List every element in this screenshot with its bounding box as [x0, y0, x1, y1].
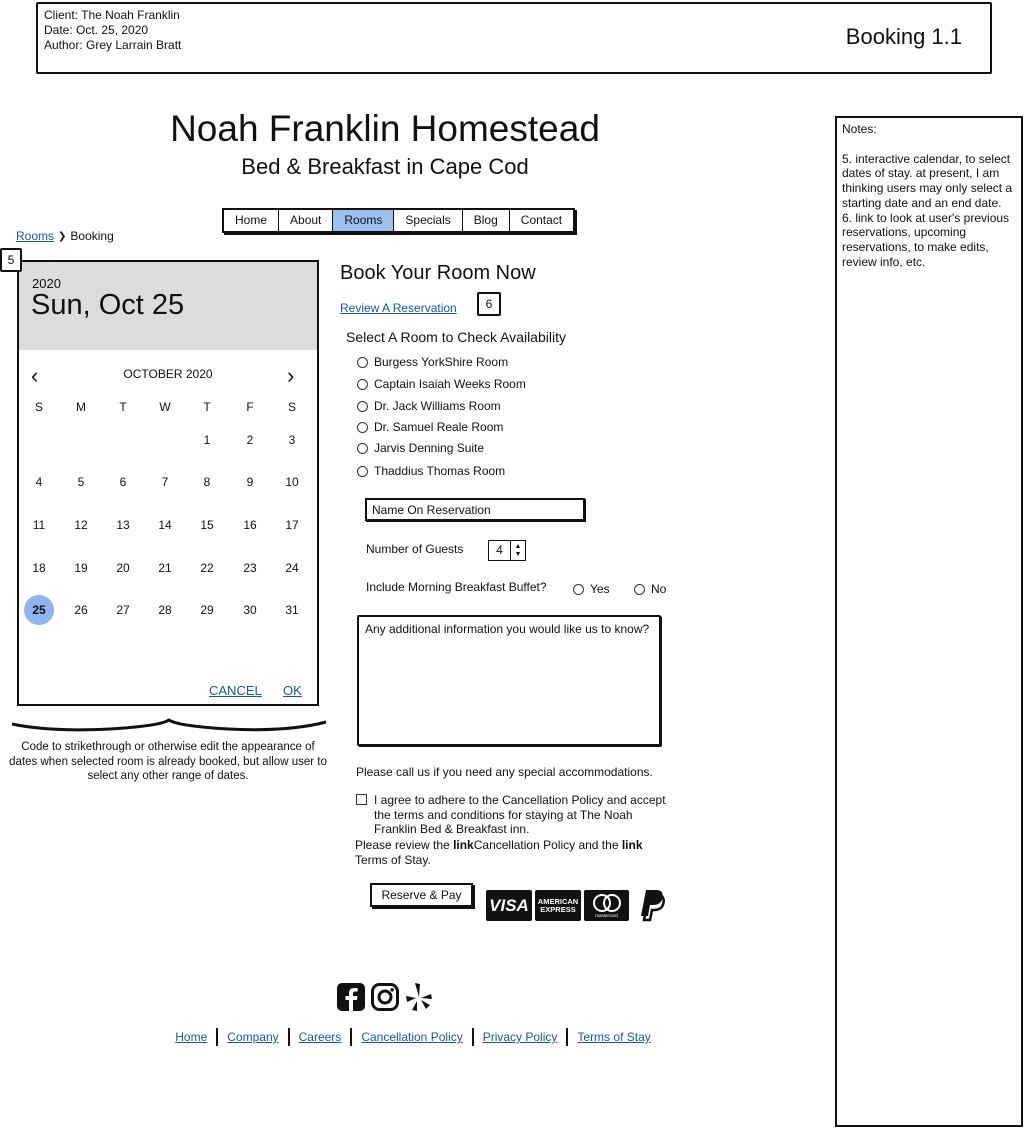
footer-link-company: [218, 1028, 289, 1046]
calendar-ok-button[interactable]: OK: [283, 683, 302, 698]
nav-specials[interactable]: Specials: [394, 210, 462, 231]
visa-label: VISA: [489, 895, 529, 915]
calendar-day-selected[interactable]: 25: [24, 595, 54, 625]
chevron-left-icon[interactable]: ‹: [31, 363, 39, 388]
calendar-day[interactable]: 13: [116, 518, 130, 532]
radio-button[interactable]: [634, 584, 645, 595]
calendar-day[interactable]: 30: [243, 603, 257, 617]
footer-company-link[interactable]: Company: [227, 1030, 279, 1044]
radio-button[interactable]: [357, 401, 368, 412]
radio-button[interactable]: [357, 466, 368, 477]
room-option[interactable]: [357, 464, 505, 478]
site-subtitle: Bed & Breakfast in Cape Cod: [241, 154, 529, 179]
room-option-label: Dr. Samuel Reale Room: [374, 420, 504, 434]
notes-panel: [835, 116, 1023, 1127]
mastercard-label: mastercard: [595, 912, 618, 918]
agree-text: I agree to adhere to the Cancellation Policy and accept the terms and conditions for staying at The Noah Franklin Bed & Breakfast inn.: [374, 793, 666, 836]
calendar-month-label: OCTOBER 2020: [123, 367, 213, 381]
additional-info-textarea[interactable]: [357, 615, 661, 746]
nav-blog[interactable]: Blog: [463, 210, 510, 231]
room-option[interactable]: [357, 377, 526, 391]
calendar-day[interactable]: 21: [158, 561, 172, 575]
calendar-day[interactable]: 26: [74, 603, 88, 617]
footer-careers-link[interactable]: Careers: [298, 1030, 342, 1044]
footer-link-careers: [290, 1028, 353, 1046]
reservation-name-input[interactable]: [365, 498, 585, 521]
header-title: Booking 1.1: [845, 24, 962, 49]
calendar-day[interactable]: 17: [285, 518, 299, 532]
nav-rooms[interactable]: Rooms: [333, 210, 394, 231]
callout-6: 6: [477, 292, 501, 316]
calendar-weekday: S: [287, 400, 296, 414]
facebook-icon[interactable]: [336, 982, 366, 1012]
footer-home-link[interactable]: Home: [175, 1030, 208, 1044]
date-picker: [17, 260, 319, 706]
calendar-day[interactable]: 8: [203, 475, 211, 489]
header-author: Author: Grey Larrain Bratt: [44, 38, 182, 52]
calendar-day[interactable]: 11: [32, 518, 46, 532]
curly-brace-icon: [10, 718, 328, 738]
amex-line1: AMERICAN: [537, 896, 579, 906]
cancellation-policy-link[interactable]: link: [453, 838, 474, 852]
calendar-day[interactable]: 18: [32, 561, 46, 575]
chevron-right-icon[interactable]: ›: [287, 363, 295, 388]
calendar-selected-date: Sun, Oct 25: [31, 289, 185, 321]
review-middle: Cancellation Policy and the: [473, 838, 622, 852]
calendar-weekday: S: [34, 400, 43, 414]
calendar-day[interactable]: 27: [116, 603, 130, 617]
calendar-annotation: Code to strikethrough or otherwise edit the appearance of dates when selected room is already booked, but allow user to select any other range of dates.: [9, 741, 327, 782]
breakfast-label: Include Morning Breakfast Buffet?: [366, 580, 547, 594]
footer-link-terms: [568, 1028, 659, 1046]
reserve-pay-button[interactable]: Reserve & Pay: [370, 883, 473, 907]
footer-link-cancellation: [352, 1028, 473, 1046]
note-item: 5. interactive calendar, to select dates of stay. at present, I am thinking users may only select a starting date and an end date.: [842, 151, 1013, 210]
booking-title: Book Your Room Now: [340, 262, 536, 284]
footer-cancellation-policy-link[interactable]: Cancellation Policy: [361, 1030, 463, 1044]
room-option-label: Thaddius Thomas Room: [374, 464, 506, 478]
guests-stepper[interactable]: [488, 540, 526, 561]
footer-terms-of-stay-link[interactable]: Terms of Stay: [577, 1030, 651, 1044]
footer-privacy-policy-link[interactable]: Privacy Policy: [482, 1030, 558, 1044]
calendar-day[interactable]: 1: [203, 433, 211, 447]
room-select-heading: Select A Room to Check Availability: [346, 329, 566, 345]
nav-contact[interactable]: Contact: [520, 213, 563, 227]
calendar-day[interactable]: 7: [161, 475, 169, 489]
terms-of-stay-link[interactable]: link: [621, 838, 643, 852]
mastercard-icon: [584, 890, 629, 921]
breadcrumb: [16, 229, 114, 243]
room-option-label: Burgess YorkShire Room: [374, 355, 509, 369]
calendar-day[interactable]: 15: [200, 518, 214, 532]
calendar-day[interactable]: 23: [243, 561, 257, 575]
header-date: Date: Oct. 25, 2020: [44, 23, 149, 37]
calendar-day[interactable]: 12: [74, 518, 88, 532]
agree-terms-row[interactable]: [356, 793, 676, 837]
review-suffix: Terms of Stay.: [355, 853, 431, 867]
calendar-day[interactable]: 3: [288, 433, 296, 447]
calendar-day[interactable]: 2: [246, 433, 254, 447]
nav-about[interactable]: About: [279, 210, 333, 231]
guests-value[interactable]: 4: [489, 541, 511, 560]
header-client: Client: The Noah Franklin: [44, 8, 180, 22]
visa-icon: [486, 890, 532, 921]
calendar-day[interactable]: 9: [246, 475, 254, 489]
special-accommodations-note: Please call us if you need any special accommodations.: [356, 765, 653, 779]
calendar-weekday: T: [203, 400, 211, 414]
review-prefix: Please review the: [355, 838, 454, 852]
calendar-day[interactable]: 10: [285, 475, 299, 489]
breadcrumb-current: Booking: [70, 229, 114, 243]
calendar-day[interactable]: 16: [243, 518, 257, 532]
calendar-cancel-button[interactable]: CANCEL: [209, 683, 262, 698]
amex-line2: EXPRESS: [540, 904, 576, 914]
stepper-arrows-icon[interactable]: ▲ ▼: [514, 542, 522, 558]
footer-link-privacy: [474, 1028, 569, 1046]
calendar-day[interactable]: 29: [200, 603, 214, 617]
radio-button[interactable]: [573, 584, 584, 595]
calendar-day[interactable]: 31: [285, 603, 299, 617]
calendar-day[interactable]: 28: [158, 603, 172, 617]
calendar-day[interactable]: 4: [35, 475, 43, 489]
room-option-label: Jarvis Denning Suite: [374, 441, 485, 455]
paypal-icon: [638, 888, 666, 922]
instagram-icon[interactable]: [370, 982, 400, 1012]
yelp-icon[interactable]: [404, 982, 434, 1012]
calendar-day[interactable]: 22: [200, 561, 214, 575]
breakfast-no-label: No: [651, 582, 667, 596]
radio-button[interactable]: [357, 443, 368, 454]
header-meta: [44, 8, 181, 53]
breadcrumb-chevron-icon: ❯: [58, 230, 67, 242]
notes-title: Notes:: [842, 122, 877, 136]
main-nav: [222, 208, 575, 233]
calendar-day[interactable]: 14: [158, 518, 172, 532]
breakfast-no-option[interactable]: [634, 582, 666, 596]
room-option[interactable]: [357, 441, 484, 455]
review-reservation-link[interactable]: Review A Reservation: [340, 301, 457, 315]
calendar-year: 2020: [32, 276, 61, 291]
room-option[interactable]: [357, 355, 508, 369]
note-item: 6. link to look at user's previous reservations, upcoming reservations, to make edits, review info, etc.: [842, 210, 1010, 269]
calendar-header: [19, 262, 317, 350]
calendar-day[interactable]: 19: [74, 561, 88, 575]
breadcrumb-rooms-link[interactable]: Rooms: [16, 229, 55, 243]
calendar-day[interactable]: 20: [116, 561, 130, 575]
footer-links: [0, 1028, 826, 1046]
calendar-day[interactable]: 5: [77, 475, 85, 489]
mastercard-circles-icon: [590, 894, 624, 912]
guests-label: Number of Guests: [366, 542, 464, 556]
radio-button[interactable]: [357, 379, 368, 390]
document-header: [36, 2, 992, 74]
calendar-weekday: W: [159, 400, 171, 414]
room-option-label: Dr. Jack Williams Room: [374, 399, 501, 413]
calendar-weekday: T: [119, 400, 127, 414]
agree-checkbox[interactable]: [356, 794, 367, 805]
callout-5: 5: [0, 248, 22, 272]
footer-link-home: [166, 1028, 218, 1046]
room-option[interactable]: [357, 420, 503, 434]
site-title: Noah Franklin Homestead: [170, 108, 600, 149]
calendar-weekday: F: [246, 400, 254, 414]
calendar-day[interactable]: 24: [285, 561, 299, 575]
breakfast-yes-option[interactable]: [573, 582, 610, 596]
room-option[interactable]: [357, 399, 501, 413]
radio-button[interactable]: [357, 422, 368, 433]
american-express-icon: [535, 890, 581, 921]
calendar-day[interactable]: 6: [119, 475, 127, 489]
radio-button[interactable]: [357, 357, 368, 368]
calendar-weekday: M: [76, 400, 86, 414]
room-option-label: Captain Isaiah Weeks Room: [374, 377, 526, 391]
breakfast-yes-label: Yes: [590, 582, 610, 596]
policy-review-text: [355, 838, 675, 868]
nav-home[interactable]: Home: [224, 210, 279, 231]
